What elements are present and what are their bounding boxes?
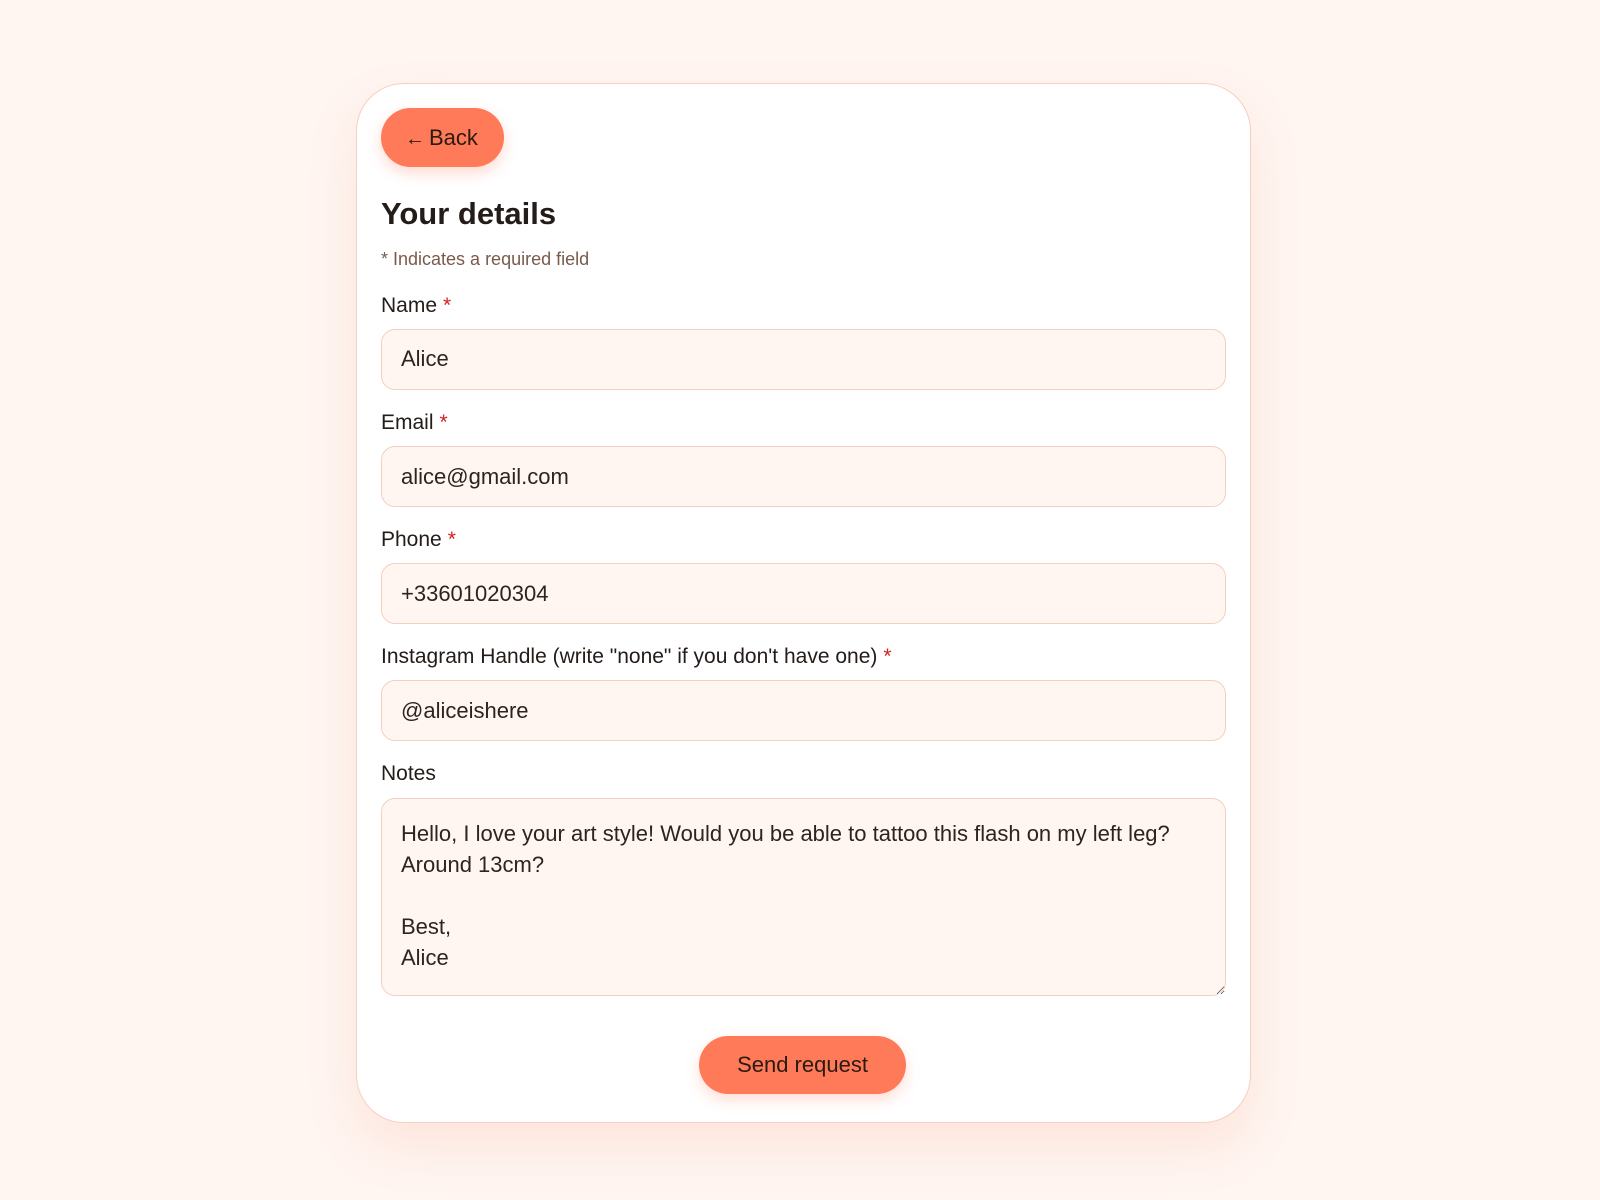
email-input[interactable] — [381, 446, 1226, 507]
email-label-text: Email — [381, 410, 434, 434]
name-label-text: Name — [381, 293, 438, 317]
name-field-group — [381, 293, 1224, 390]
email-label — [381, 410, 1224, 435]
phone-label-text: Phone — [381, 528, 442, 552]
instagram-field-group — [381, 644, 1224, 741]
required-asterisk: * — [439, 410, 448, 434]
submit-row — [381, 1036, 1224, 1094]
phone-field-group — [381, 527, 1224, 624]
send-request-button[interactable]: Send request — [699, 1036, 906, 1094]
notes-label — [381, 761, 1224, 786]
name-input[interactable] — [381, 329, 1226, 390]
notes-field-group — [381, 761, 1224, 995]
phone-label — [381, 527, 1224, 552]
required-asterisk: * — [443, 293, 452, 317]
arrow-left-icon: ← — [405, 127, 425, 150]
page-title: Your details — [381, 196, 557, 231]
details-form-card — [356, 83, 1251, 1123]
phone-input[interactable] — [381, 563, 1226, 624]
required-asterisk: * — [883, 645, 892, 669]
notes-textarea[interactable] — [381, 798, 1226, 996]
back-button[interactable] — [381, 108, 504, 167]
required-asterisk: * — [447, 528, 456, 552]
required-field-note: * Indicates a required field — [381, 249, 590, 270]
notes-label-text: Notes — [381, 762, 436, 786]
instagram-label-text: Instagram Handle (write "none" if you don't have one) — [381, 645, 878, 669]
instagram-label — [381, 644, 1224, 669]
name-label — [381, 293, 1224, 318]
email-field-group — [381, 410, 1224, 507]
back-button-label: Back — [429, 124, 478, 150]
instagram-input[interactable] — [381, 680, 1226, 741]
